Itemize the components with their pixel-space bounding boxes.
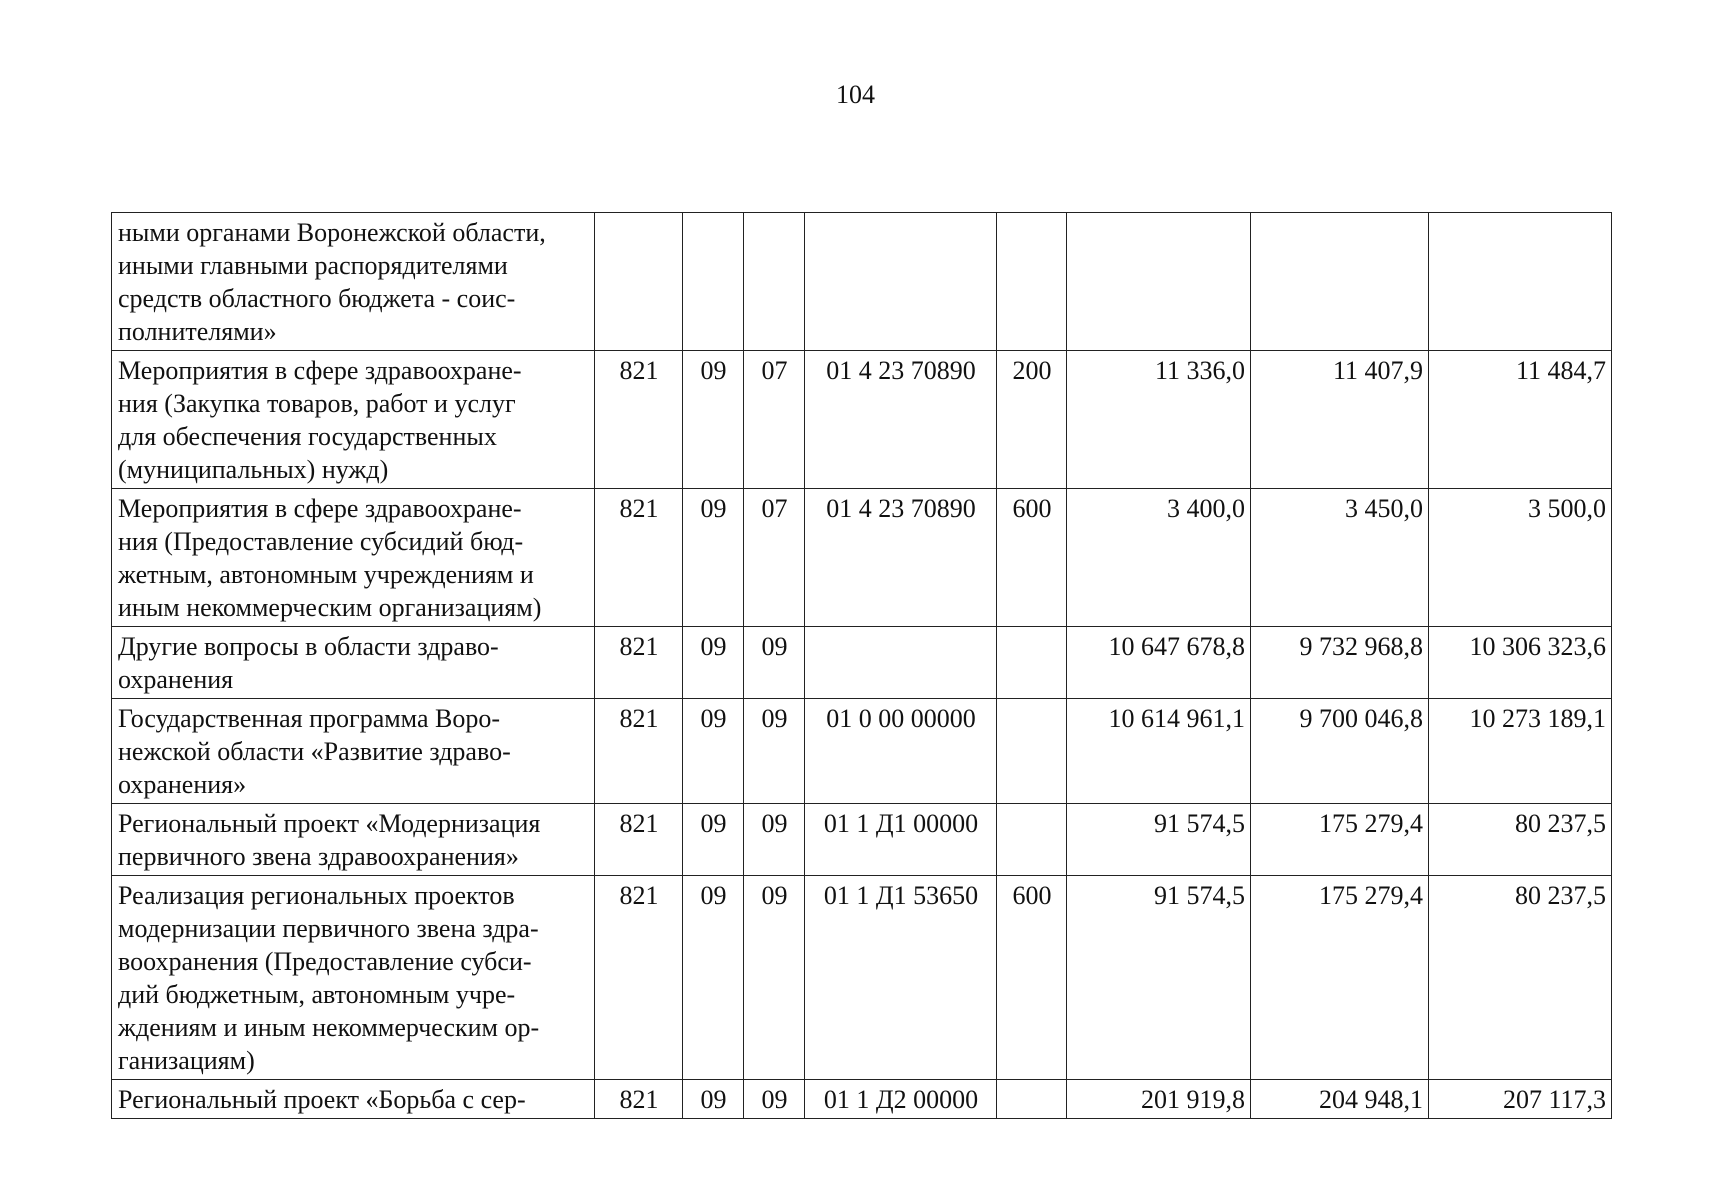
budget-table <box>111 212 1612 1119</box>
cell-pr: 09 <box>744 1080 805 1119</box>
cell-year1: 10 647 678,8 <box>1067 627 1251 699</box>
cell-gr: 821 <box>595 351 683 489</box>
cell-vr <box>997 699 1067 804</box>
cell-year1: 11 336,0 <box>1067 351 1251 489</box>
cell-name: Государственная программа Воро- нежской области «Развитие здраво- охранения» <box>112 699 595 804</box>
cell-year2: 204 948,1 <box>1251 1080 1429 1119</box>
cell-vr: 600 <box>997 489 1067 627</box>
cell-year2: 11 407,9 <box>1251 351 1429 489</box>
table-row <box>112 876 1612 1080</box>
cell-year3 <box>1429 213 1612 351</box>
cell-gr: 821 <box>595 876 683 1080</box>
cell-gr: 821 <box>595 1080 683 1119</box>
cell-year1: 10 614 961,1 <box>1067 699 1251 804</box>
cell-year3: 80 237,5 <box>1429 876 1612 1080</box>
cell-name: Другие вопросы в области здраво- охранения <box>112 627 595 699</box>
cell-year2: 3 450,0 <box>1251 489 1429 627</box>
cell-gr: 821 <box>595 699 683 804</box>
cell-vr <box>997 1080 1067 1119</box>
cell-csr: 01 1 Д1 53650 <box>805 876 997 1080</box>
cell-year1: 201 919,8 <box>1067 1080 1251 1119</box>
cell-vr: 600 <box>997 876 1067 1080</box>
cell-csr: 01 1 Д2 00000 <box>805 1080 997 1119</box>
page-number: 104 <box>836 80 875 109</box>
cell-name: Реализация региональных проектов модернизации первичного звена здра- воохранения (Предоставление субси- дий бюджетным, автономным учре- ждениям и иным некоммерческим ор- ганизациям) <box>112 876 595 1080</box>
cell-pr: 07 <box>744 351 805 489</box>
cell-year1 <box>1067 213 1251 351</box>
table-row <box>112 351 1612 489</box>
cell-year1: 3 400,0 <box>1067 489 1251 627</box>
cell-vr <box>997 213 1067 351</box>
cell-name: Региональный проект «Борьба с сер- <box>112 1080 595 1119</box>
cell-year3: 3 500,0 <box>1429 489 1612 627</box>
cell-pr: 09 <box>744 876 805 1080</box>
cell-rz: 09 <box>683 1080 744 1119</box>
cell-year2: 9 732 968,8 <box>1251 627 1429 699</box>
cell-year3: 80 237,5 <box>1429 804 1612 876</box>
cell-pr: 09 <box>744 699 805 804</box>
table-row <box>112 699 1612 804</box>
table-row <box>112 213 1612 351</box>
cell-csr <box>805 627 997 699</box>
cell-gr: 821 <box>595 627 683 699</box>
cell-year2: 9 700 046,8 <box>1251 699 1429 804</box>
cell-year2: 175 279,4 <box>1251 876 1429 1080</box>
cell-rz: 09 <box>683 699 744 804</box>
cell-year3: 10 273 189,1 <box>1429 699 1612 804</box>
cell-year3: 10 306 323,6 <box>1429 627 1612 699</box>
table-row <box>112 1080 1612 1119</box>
cell-vr: 200 <box>997 351 1067 489</box>
cell-rz: 09 <box>683 876 744 1080</box>
cell-rz: 09 <box>683 627 744 699</box>
cell-year3: 11 484,7 <box>1429 351 1612 489</box>
cell-csr: 01 1 Д1 00000 <box>805 804 997 876</box>
cell-gr <box>595 213 683 351</box>
cell-vr <box>997 627 1067 699</box>
cell-pr: 09 <box>744 627 805 699</box>
cell-vr <box>997 804 1067 876</box>
cell-csr: 01 4 23 70890 <box>805 489 997 627</box>
cell-pr: 07 <box>744 489 805 627</box>
table-row <box>112 627 1612 699</box>
cell-rz: 09 <box>683 804 744 876</box>
cell-name: Региональный проект «Модернизация первичного звена здравоохранения» <box>112 804 595 876</box>
cell-csr <box>805 213 997 351</box>
cell-pr <box>744 213 805 351</box>
cell-csr: 01 4 23 70890 <box>805 351 997 489</box>
table-row <box>112 804 1612 876</box>
cell-pr: 09 <box>744 804 805 876</box>
cell-rz: 09 <box>683 489 744 627</box>
cell-name: Мероприятия в сфере здравоохране- ния (Закупка товаров, работ и услуг для обеспечения государственных (муниципальных) нужд) <box>112 351 595 489</box>
cell-year3: 207 117,3 <box>1429 1080 1612 1119</box>
cell-rz <box>683 213 744 351</box>
cell-gr: 821 <box>595 804 683 876</box>
cell-csr: 01 0 00 00000 <box>805 699 997 804</box>
cell-year1: 91 574,5 <box>1067 876 1251 1080</box>
cell-year2 <box>1251 213 1429 351</box>
cell-name: ными органами Воронежской области, иными главными распорядителями средств областного бюджета - соис- полнителями» <box>112 213 595 351</box>
cell-gr: 821 <box>595 489 683 627</box>
cell-rz: 09 <box>683 351 744 489</box>
cell-name: Мероприятия в сфере здравоохране- ния (Предоставление субсидий бюд- жетным, автономным учреждениям и иным некоммерческим организациям) <box>112 489 595 627</box>
cell-year1: 91 574,5 <box>1067 804 1251 876</box>
table-row <box>112 489 1612 627</box>
cell-year2: 175 279,4 <box>1251 804 1429 876</box>
